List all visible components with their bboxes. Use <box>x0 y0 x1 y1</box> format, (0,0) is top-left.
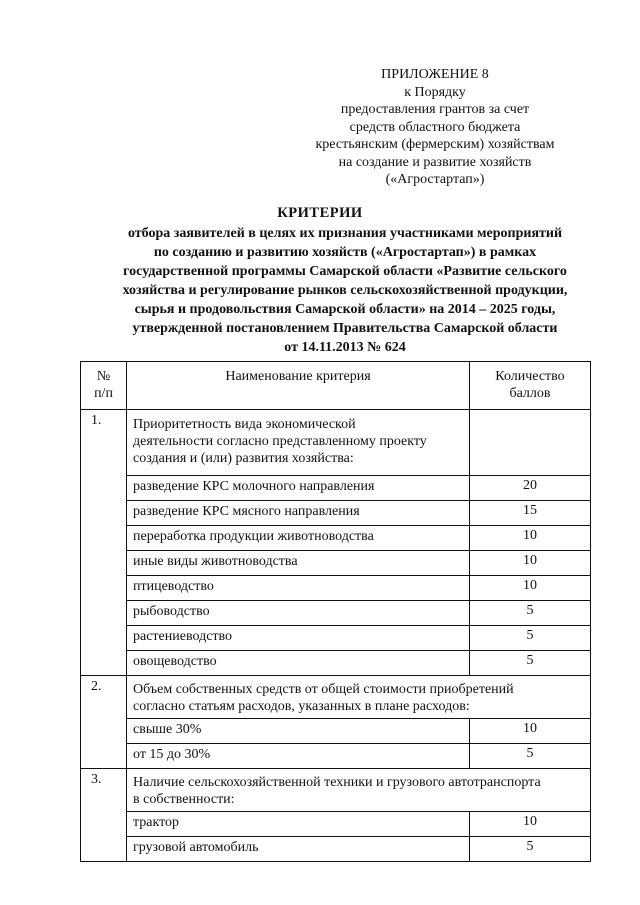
table-row <box>81 837 591 862</box>
header-number-line1: № <box>96 369 111 384</box>
table-row <box>81 744 591 769</box>
criterion-line: согласно статьям расходов, указанных в плане расходов: <box>133 699 470 714</box>
table-row <box>81 501 591 526</box>
table-row <box>81 651 591 676</box>
subtitle-line: хозяйства и регулирование рынков сельскохозяйственной продукции, <box>122 283 568 298</box>
item-score: 10 <box>470 719 591 744</box>
item-score: 15 <box>470 501 591 526</box>
annex-line: («Агростартап») <box>385 172 485 187</box>
table-row <box>81 601 591 626</box>
table-row <box>81 476 591 501</box>
item-name: свыше 30% <box>127 719 470 744</box>
group-number: 1. <box>81 410 127 676</box>
criteria-table <box>80 361 591 862</box>
item-score: 10 <box>470 812 591 837</box>
item-score: 20 <box>470 476 591 501</box>
criterion-line: Объем собственных средств от общей стоимости приобретений <box>133 682 514 697</box>
header-criterion: Наименование критерия <box>127 362 470 410</box>
item-name: переработка продукции животноводства <box>127 526 470 551</box>
annex-line: предоставления грантов за счет <box>340 102 530 117</box>
group-number: 2. <box>81 676 127 769</box>
item-score: 10 <box>470 526 591 551</box>
group-criterion <box>127 676 591 719</box>
item-score: 10 <box>470 576 591 601</box>
item-score: 5 <box>470 626 591 651</box>
group-header-row <box>81 676 591 719</box>
item-score: 5 <box>470 837 591 862</box>
criterion-line: Наличие сельскохозяйственной техники и грузового автотранспорта <box>133 775 541 790</box>
item-name: рыбоводство <box>127 601 470 626</box>
item-name: птицеводство <box>127 576 470 601</box>
header-number <box>81 362 127 410</box>
header-score <box>470 362 591 410</box>
item-name: растениеводство <box>127 626 470 651</box>
criterion-line: создания и (или) развития хозяйства: <box>133 451 354 466</box>
group-score-empty <box>470 410 591 476</box>
item-score: 10 <box>470 551 591 576</box>
subtitle-line: сырья и продовольствия Самарской области» на 2014 – 2025 годы, <box>134 302 556 317</box>
header-score-line1: Количество <box>495 369 565 384</box>
group-number: 3. <box>81 769 127 862</box>
group-header-row <box>81 410 591 476</box>
header-score-line2: баллов <box>509 386 551 401</box>
subtitle-line: от 14.11.2013 № 624 <box>284 340 406 355</box>
item-name: от 15 до 30% <box>127 744 470 769</box>
subtitle-line: утвержденной постановлением Правительства Самарской области <box>132 321 558 336</box>
group-criterion <box>127 410 470 476</box>
item-score: 5 <box>470 744 591 769</box>
annex-line: крестьянским (фермерским) хозяйствам <box>315 137 555 152</box>
header-number-line2: п/п <box>94 386 113 401</box>
subtitle-line: по созданию и развитию хозяйств («Агростартап») в рамках <box>153 245 537 260</box>
subtitle-line: отбора заявителей в целях их признания участниками мероприятий <box>127 226 563 241</box>
criterion-line: в собственности: <box>133 792 235 807</box>
item-score: 5 <box>470 651 591 676</box>
table-row <box>81 551 591 576</box>
item-name: иные виды животноводства <box>127 551 470 576</box>
table-row <box>81 719 591 744</box>
table-row <box>81 812 591 837</box>
annex-line: к Порядку <box>404 84 466 100</box>
item-name: разведение КРС мясного направления <box>127 501 470 526</box>
annex-header <box>300 66 570 189</box>
table-row <box>81 576 591 601</box>
document-title: КРИТЕРИИ <box>277 205 363 221</box>
group-header-row <box>81 769 591 812</box>
item-name: овощеводство <box>127 651 470 676</box>
table-row <box>81 526 591 551</box>
table-header-row <box>81 362 591 410</box>
document-subtitle <box>60 224 630 357</box>
item-name: разведение КРС молочного направления <box>127 476 470 501</box>
group-criterion <box>127 769 591 812</box>
annex-line: средств областного бюджета <box>349 119 521 135</box>
annex-line: на создание и развитие хозяйств <box>338 154 532 170</box>
item-score: 5 <box>470 601 591 626</box>
item-name: трактор <box>127 812 470 837</box>
item-name: грузовой автомобиль <box>127 837 470 862</box>
annex-line: ПРИЛОЖЕНИЕ 8 <box>381 67 489 82</box>
table-row <box>81 626 591 651</box>
criterion-line: Приоритетность вида экономической <box>133 417 356 432</box>
subtitle-line: государственной программы Самарской области «Развитие сельского <box>123 264 567 279</box>
criterion-line: деятельности согласно представленному проекту <box>133 434 427 449</box>
